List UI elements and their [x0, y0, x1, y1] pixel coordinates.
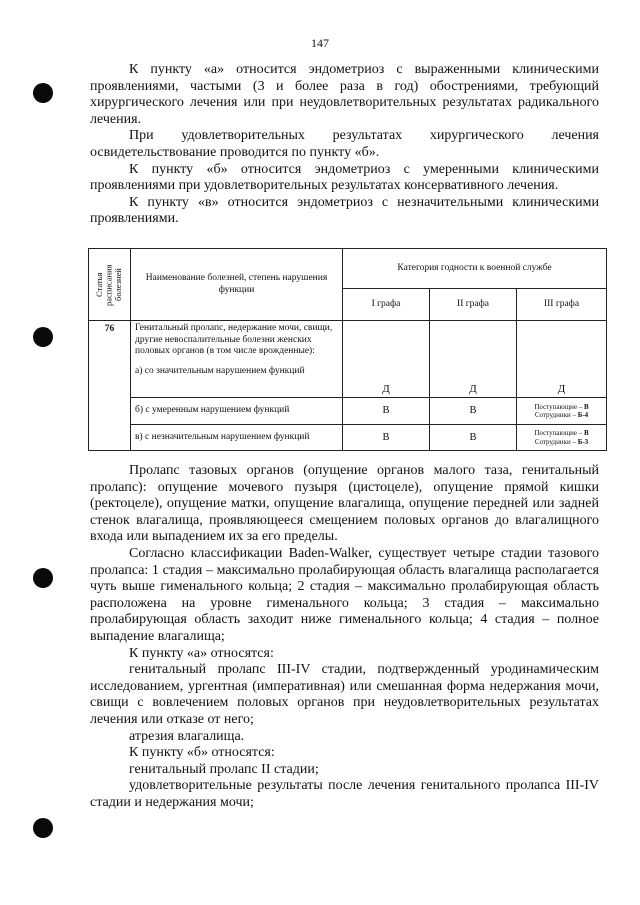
header-column-2: II графа: [430, 289, 517, 321]
category-split-cell: [517, 398, 607, 425]
paragraph: Пролапс тазовых органов (опущение органов малого таза, генитальный пролапс): опущение мочевого пузыря (цистоцеле), опущение прямой кишки (ректоцеле), опущение матки, опущение влагалища, опущение передней или задней стенок влагалища, проявляющееся смещением половых органов до влагалищного входа или выпадением их за его пределы.: [90, 463, 599, 545]
category-split-value: Б-3: [577, 437, 589, 446]
category-value: В: [343, 398, 430, 425]
category-value: В: [343, 425, 430, 451]
category-split-value: Б-4: [577, 411, 589, 419]
category-value: Д: [517, 321, 607, 398]
category-value: В: [430, 425, 517, 451]
diagnosis-cell: [131, 321, 343, 398]
paragraph: К пункту «б» относится эндометриоз с умеренными клиническими проявлениями при удовлетворительных результатах консервативного лечения.: [90, 161, 599, 194]
binder-hole: [33, 327, 53, 347]
paragraph: генитальный пролапс III-IV стадии, подтвержденный уродинамическим исследованием, ургентная (императивная) или смешанная форма недержания мочи, свищи с вовлечением половых органов при неудовлетворительных результатах лечения или отказе от него;: [90, 662, 599, 727]
diagnosis-text: Генитальный пролапс, недержание мочи, свищи, другие невоспалительные болезни женских половых органов (в том числе врожденные):: [135, 323, 333, 356]
binder-hole: [33, 818, 53, 838]
header-column-3: III графа: [517, 289, 607, 321]
category-split-label: Сотрудники –: [534, 437, 578, 446]
paragraph: Согласно классификации Baden-Walker, существует четыре стадии тазового пролапса: 1 стадия – максимально пролабирующая область влагалища располагается чуть выше гименального кольца; 2 стадия – максимально пролабирующая область расположена на уровне гименального кольца; 3 стадия – максимально пролабирующая область заходит ниже гименального кольца; 4 стадия – полное выпадение влагалища;: [90, 545, 599, 644]
top-text-block: [90, 62, 599, 228]
paragraph: К пункту «в» относится эндометриоз с незначительными клиническими проявлениями.: [90, 194, 599, 227]
header-category: Категория годности к военной службе: [343, 249, 607, 289]
row-label: б) с умеренным нарушением функций: [131, 398, 343, 425]
paragraph: При удовлетворительных результатах хирургического лечения освидетельствование проводится по пункту «б».: [90, 128, 599, 160]
row-label: в) с незначительным нарушением функций: [131, 425, 343, 451]
category-split-label: Сотрудники –: [534, 411, 578, 419]
paragraph: удовлетворительные результаты после лечения генитального пролапса III-IV стадии и недержания мочи;: [90, 778, 599, 810]
header-article: Статья расписания болезней: [94, 263, 124, 306]
category-split-value: В: [583, 429, 589, 437]
category-split-label: Поступающие –: [534, 429, 584, 437]
disease-table: [88, 248, 607, 451]
binder-hole: [33, 568, 53, 588]
binder-hole: [33, 83, 53, 103]
paragraph: атрезия влагалища.: [129, 728, 245, 744]
row-label: а) со значительным нарушением функций: [135, 365, 305, 376]
paragraph: К пункту «а» относится эндометриоз с выраженными клиническими проявлениями, частыми (3 и более раза в год) обострениями, требующий хирургического лечения или при неудовлетворительных результатах радикального лечения.: [90, 62, 599, 127]
header-article-cell: [89, 249, 131, 321]
category-value: Д: [343, 321, 430, 398]
bottom-text-block: [90, 463, 599, 811]
header-column-1: I графа: [343, 289, 430, 321]
category-value: В: [430, 398, 517, 425]
paragraph: генитальный пролапс II стадии;: [129, 761, 319, 777]
category-split-label: Поступающие –: [534, 402, 584, 411]
paragraph: К пункту «б» относятся:: [129, 745, 275, 761]
header-name: Наименование болезней, степень нарушения функции: [131, 249, 343, 321]
paragraph: К пункту «а» относятся:: [129, 645, 274, 661]
category-value: Д: [430, 321, 517, 398]
page-number: 147: [311, 36, 329, 50]
category-split-cell: [517, 425, 607, 451]
category-split-value: В: [583, 402, 589, 411]
article-number: 76: [89, 321, 131, 451]
